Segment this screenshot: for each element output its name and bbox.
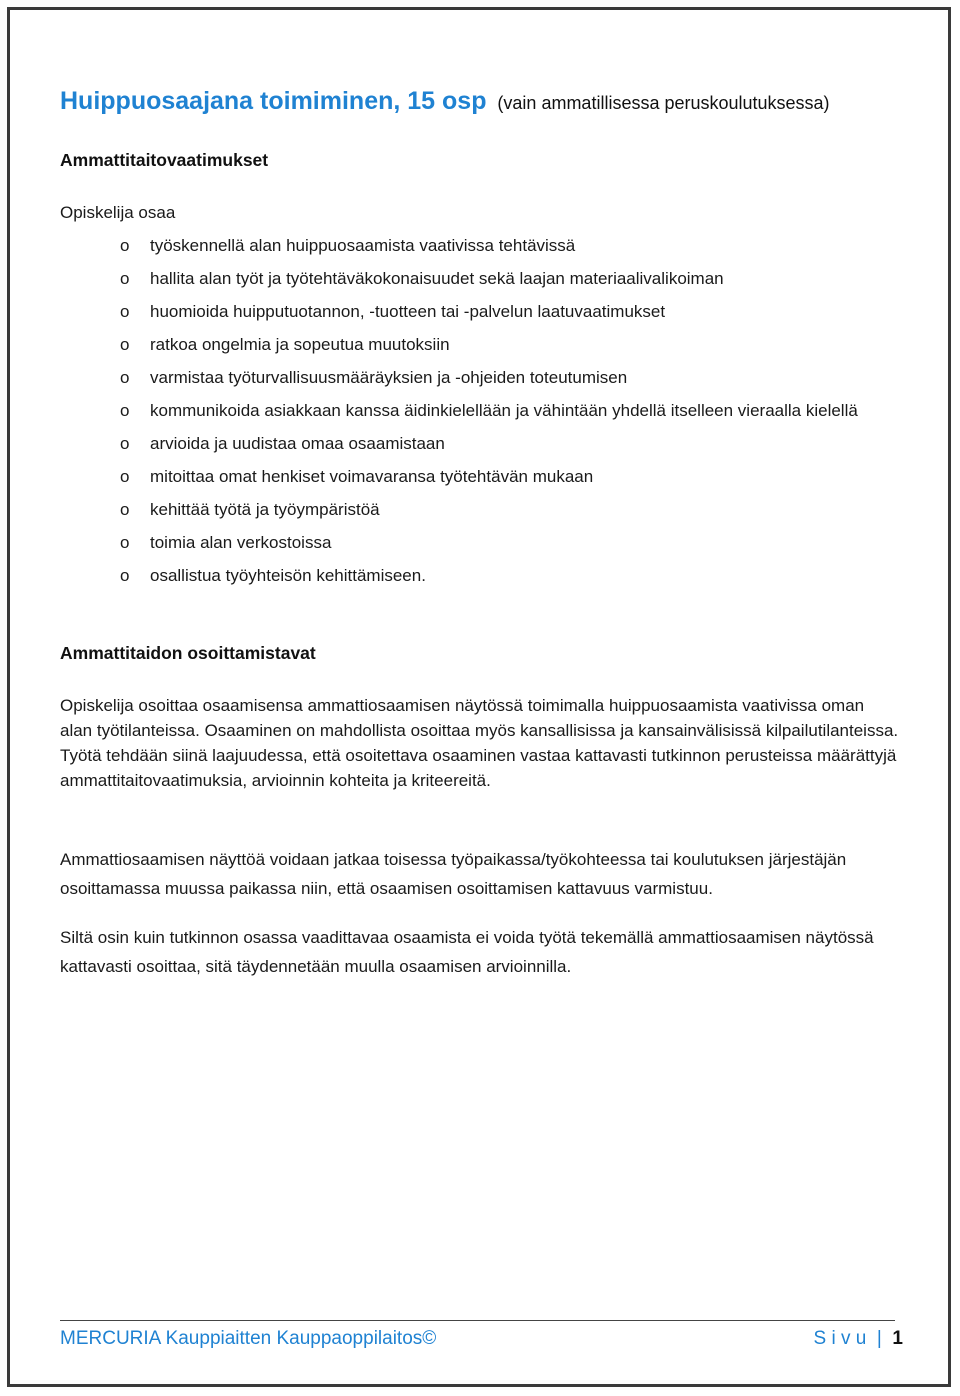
footer-org: MERCURIA Kauppiaitten Kauppaoppilaitos© [60,1328,437,1349]
list-item: o osallistua työyhteisön kehittämiseen. [60,563,910,589]
footer-page [814,1328,903,1350]
skills-list [60,233,910,596]
bullet-icon: o [120,401,130,420]
requirements-heading: Ammattitaitovaatimukset [60,150,269,170]
list-item: o mitoittaa omat henkiset voimavaransa työtehtävän mukaan [60,464,910,490]
list-item: o kommunikoida asiakkaan kanssa äidinkielellään ja vähintään yhdellä itselleen vieraalla kielellä [60,398,910,424]
page-footer [60,1328,903,1350]
footer-page-label: S i v u [813,1328,867,1349]
title-subtitle: (vain ammatillisessa peruskoulutuksessa) [497,93,830,113]
demonstration-paragraph-1: Opiskelija osoittaa osaamisensa ammattiosaamisen näytössä toimimalla huippuosaamista vaativissa oman alan työtilanteissa. Osaaminen on mahdollista osoittaa myös kansallisissa ja kansainvälisissä kilpailutilanteissa. Työtä tehdään siinä laajuudessa, että osoitettava osaaminen vastaa kattavasti tutkinnon perusteissa määrättyjä ammattitaitovaatimuksia, arvioinnin kohteita ja kriteereitä. [60,696,899,790]
list-item: o työskennellä alan huippuosaamista vaativissa tehtävissä [60,233,910,259]
footer-separator: | [876,1328,882,1349]
requirements-intro: Opiskelija osaa [60,203,176,222]
bullet-icon: o [120,533,130,552]
document-body [60,85,910,976]
demonstration-paragraph-2: Ammattiosaamisen näyttöä voidaan jatkaa toisessa työpaikassa/työkohteessa tai koulutuksen järjestäjän osoittamassa muussa paikassa niin, että osaamisen osoittamisen kattavuus varmistuu. [60,850,847,898]
bullet-icon: o [120,302,130,321]
bullet-icon: o [120,467,130,486]
bullet-icon: o [120,500,130,519]
bullet-icon: o [120,434,130,453]
list-item: o ratkoa ongelmia ja sopeutua muutoksiin [60,332,910,358]
footer-divider [60,1320,895,1321]
list-item: o toimia alan verkostoissa [60,530,910,556]
bullet-icon: o [120,269,130,288]
bullet-icon: o [120,566,130,585]
bullet-icon: o [120,368,130,387]
footer-page-number: 1 [892,1328,903,1349]
list-item: o huomioida huipputuotannon, -tuotteen tai -palvelun laatuvaatimukset [60,299,910,325]
demonstration-paragraph-3: Siltä osin kuin tutkinnon osassa vaadittavaa osaamista ei voida työtä tekemällä ammattiosaamisen näytössä kattavasti osoittaa, sitä täydennetään muulla osaamisen arvioinnilla. [60,928,874,976]
list-item: o hallita alan työt ja työtehtäväkokonaisuudet sekä laajan materiaalivalikoiman [60,266,910,292]
demonstration-heading: Ammattitaidon osoittamistavat [60,643,316,663]
title-main: Huippuosaajana toimiminen, 15 osp [60,87,487,115]
list-item: o kehittää työtä ja työympäristöä [60,497,910,523]
page-title [60,85,910,119]
list-item: o arvioida ja uudistaa omaa osaamistaan [60,431,910,457]
list-item: o varmistaa työturvallisuusmääräyksien ja -ohjeiden toteutumisen [60,365,910,391]
bullet-icon: o [120,236,130,255]
bullet-icon: o [120,335,130,354]
